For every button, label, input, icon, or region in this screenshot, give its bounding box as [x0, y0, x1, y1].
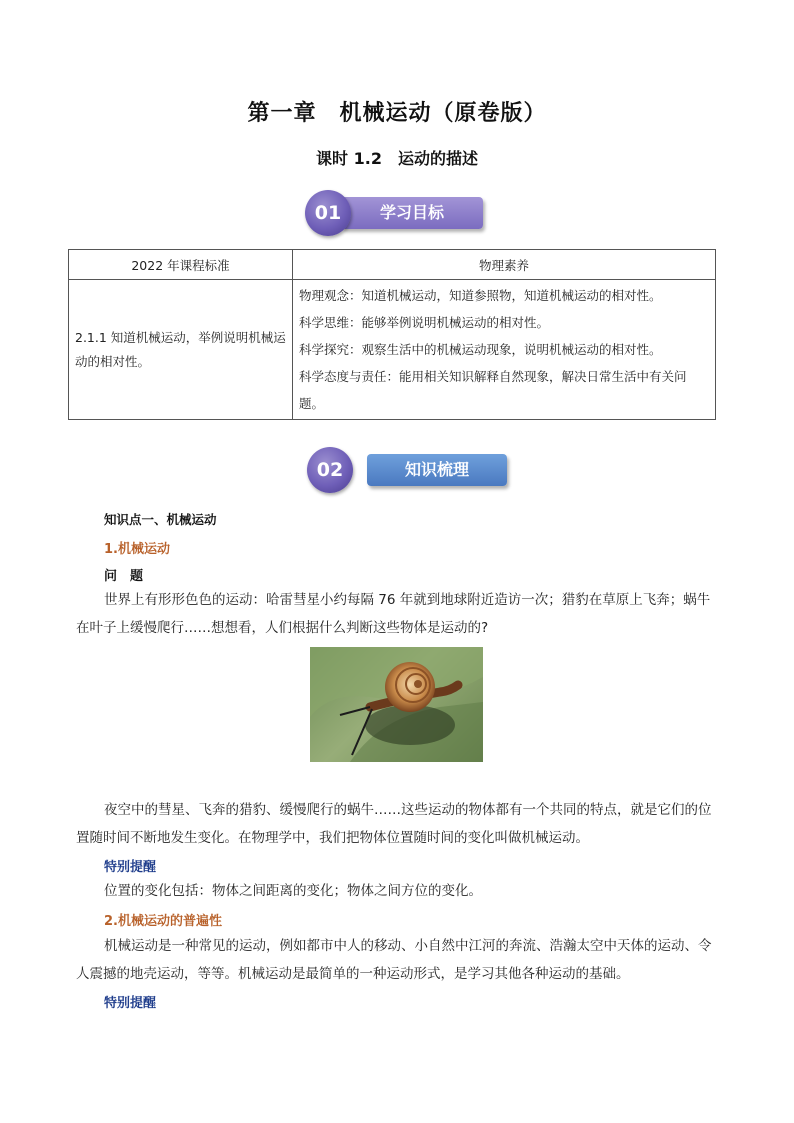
section-number: 02 [307, 447, 353, 493]
mechanical-motion-paragraph: 夜空中的彗星、飞奔的猎豹、缓慢爬行的蜗牛……这些运动的物体都有一个共同的特点，就是它们的位置随时间不断地发生变化。在物理学中，我们把物体位置随时间的变化叫做机械运动。 [76, 802, 712, 846]
page-title: 第一章 机械运动（原卷版） [247, 101, 547, 126]
knowledge-point-heading: 知识点一、机械运动 [104, 512, 217, 527]
reminder-label: 特别提醒 [104, 860, 157, 875]
snail-image [310, 647, 483, 762]
question-label: 问 题 [104, 569, 144, 584]
section-label: 学习目标 [341, 197, 483, 229]
literacy-item: 科学思维：能够举例说明机械运动的相对性。 [299, 315, 550, 330]
reminder-label: 特别提醒 [104, 996, 157, 1011]
reminder-text: 位置的变化包括：物体之间距离的变化；物体之间方位的变化。 [104, 883, 482, 899]
literacy-item: 物理观念：知道机械运动，知道参照物，知道机械运动的相对性。 [299, 288, 662, 303]
standard-cell: 2.1.1 知道机械运动，举例说明机械运动的相对性。 [69, 280, 293, 420]
subsection-heading: 1.机械运动 [104, 542, 170, 557]
section-badge-knowledge [307, 447, 512, 493]
section-number: 01 [305, 190, 351, 236]
curriculum-table [68, 249, 716, 420]
universality-paragraph: 机械运动是一种常见的运动，例如都市中人的移动、小自然中江河的奔流、浩瀚太空中天体的运动、令人震撼的地壳运动，等等。机械运动是最简单的一种运动形式，是学习其他各种运动的基础。 [76, 938, 712, 982]
section-label: 知识梳理 [367, 454, 507, 486]
table-header-standard: 2022 年课程标准 [69, 250, 293, 280]
literacy-item: 科学探究：观察生活中的机械运动现象，说明机械运动的相对性。 [299, 342, 662, 357]
question-paragraph: 世界上有形形色色的运动：哈雷彗星小约每隔 76 年就到地球附近造访一次；猎豹在草原上飞奔；蜗牛在叶子上缓慢爬行……想想看，人们根据什么判断这些物体是运动的? [76, 592, 711, 636]
lesson-subtitle: 课时 1.2 运动的描述 [316, 149, 478, 168]
section-badge-objectives [305, 190, 515, 236]
literacy-cell [293, 280, 716, 420]
table-header-literacy: 物理素养 [293, 250, 716, 280]
literacy-item: 科学态度与责任：能用相关知识解释自然现象，解决日常生活中有关问题。 [299, 369, 687, 411]
subsection-heading: 2.机械运动的普遍性 [104, 914, 222, 929]
